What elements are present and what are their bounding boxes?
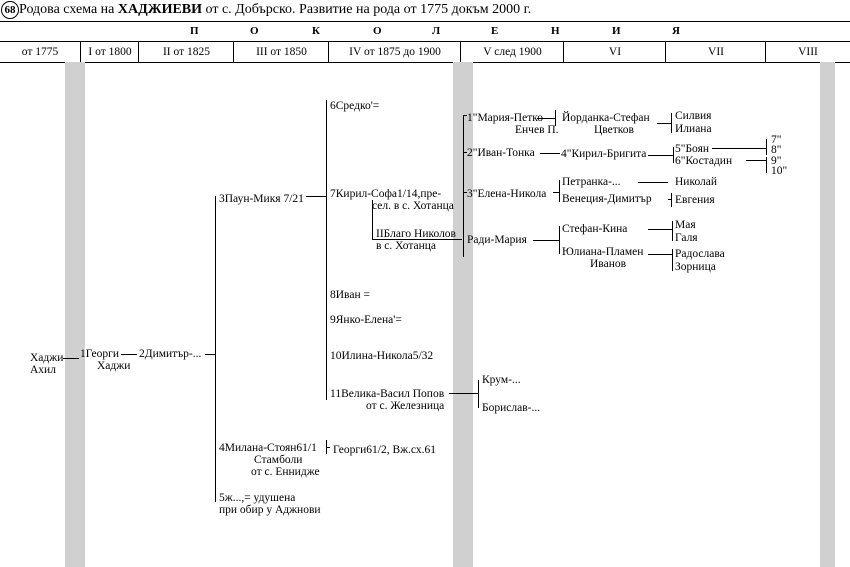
connector-line bbox=[533, 240, 559, 241]
connector-line bbox=[657, 123, 671, 124]
gen-letter: Е bbox=[491, 25, 499, 37]
person-ivan: 8Иван = bbox=[330, 289, 370, 301]
person-georgi-hadzhi bbox=[80, 348, 130, 372]
person-name-line: Ахил bbox=[30, 364, 56, 376]
column-header: VI bbox=[563, 42, 666, 63]
person-name-line: Иванов bbox=[590, 258, 627, 270]
column-header: III от 1850 bbox=[233, 42, 329, 63]
person-name-line: Хаджи bbox=[30, 352, 64, 364]
person-n9: 9" bbox=[771, 155, 782, 167]
connector-line bbox=[540, 153, 560, 154]
generation-band bbox=[820, 62, 835, 567]
connector-line bbox=[712, 148, 766, 149]
person-paun-mikya: 3Паун-Микя 7/21 bbox=[219, 193, 304, 205]
column-header: II от 1825 bbox=[138, 42, 234, 63]
person-name-line: 5ж...,= удушена bbox=[219, 492, 296, 504]
connector-line bbox=[559, 180, 560, 202]
person-petranka: Петранка-... bbox=[562, 176, 621, 188]
gen-letter: О bbox=[373, 25, 382, 37]
person-n8: 8" bbox=[771, 144, 782, 156]
person-yanko-elena: 9Янко-Елена'= bbox=[330, 314, 402, 326]
person-name-line: 1"Мария-Петко bbox=[467, 112, 543, 124]
person-milana-stoyan bbox=[219, 442, 320, 478]
column-header: IV от 1875 до 1900 bbox=[328, 42, 461, 63]
person-krum: Крум-... bbox=[482, 374, 521, 386]
connector-line bbox=[215, 196, 216, 502]
person-n7: 7" bbox=[771, 134, 782, 146]
person-zh-udushena bbox=[219, 492, 321, 516]
connector-line bbox=[672, 249, 673, 271]
person-silviya: Силвия bbox=[675, 110, 712, 122]
person-dimitar: 2Димитър-... bbox=[139, 348, 202, 360]
person-name-line: сел. в с. Хотанца bbox=[372, 200, 454, 212]
person-name-line: Йорданка-Стефан bbox=[562, 112, 650, 124]
connector-line bbox=[559, 226, 560, 254]
person-borislav: Борислав-... bbox=[482, 402, 541, 414]
connector-line bbox=[766, 157, 767, 173]
title-suffix: от с. Добърско. Развитие на рода от 1775 докъм 2000 г. bbox=[202, 2, 532, 17]
connector-line bbox=[205, 354, 215, 355]
gen-letter: Н bbox=[551, 25, 560, 37]
gen-letter: Л bbox=[432, 25, 441, 37]
person-galya: Галя bbox=[675, 232, 698, 244]
person-kiril-sofa bbox=[330, 188, 454, 212]
title-family-name: ХАДЖИЕВИ bbox=[117, 2, 203, 17]
person-n10: 10" bbox=[771, 165, 788, 177]
column-header-row bbox=[0, 41, 850, 63]
column-header: I от 1800 bbox=[80, 42, 139, 63]
column-header: от 1775 bbox=[21, 46, 59, 58]
connector-line bbox=[326, 100, 327, 400]
person-name-line: IIБлаго Николов bbox=[376, 228, 456, 240]
person-name-line: Цветков bbox=[594, 124, 634, 136]
column-header: V след 1900 bbox=[460, 42, 564, 63]
connector-line bbox=[766, 139, 767, 155]
connector-line bbox=[648, 155, 673, 156]
chart-title bbox=[0, 0, 531, 20]
person-maya: Мая bbox=[675, 219, 696, 231]
person-ivan-tonka: 2"Иван-Тонка bbox=[467, 147, 535, 159]
connector-line bbox=[746, 160, 766, 161]
column-header: VIII bbox=[765, 42, 850, 63]
person-iliana: Илиана bbox=[675, 123, 712, 135]
connector-line bbox=[478, 380, 479, 408]
person-evgeniya: Евгения bbox=[675, 194, 715, 206]
person-name-line: 1Георги bbox=[80, 348, 119, 360]
gen-letter: П bbox=[190, 25, 199, 37]
connector-line bbox=[671, 113, 672, 133]
person-radoslava: Радослава bbox=[675, 248, 725, 260]
scheme-number-badge: 68 bbox=[1, 1, 19, 19]
connector-line bbox=[326, 447, 330, 448]
person-nikolay: Николай bbox=[675, 176, 718, 188]
person-name-line: 7Кирил-Софа1/14,пре- bbox=[330, 188, 442, 200]
person-ilina-nikola: 10Илина-Никола5/32 bbox=[330, 350, 434, 362]
generations-header bbox=[0, 21, 850, 63]
connector-line bbox=[306, 196, 326, 197]
connector-line bbox=[63, 358, 79, 359]
person-name-line: 4Милана-Стоян61/1 bbox=[219, 442, 317, 454]
person-radi-mariya: Ради-Мария bbox=[467, 234, 527, 246]
person-yordanka-stefan bbox=[562, 112, 650, 136]
person-zornitsa: Зорница bbox=[675, 261, 716, 273]
title-prefix: Родова схема на bbox=[19, 2, 118, 17]
person-name-line: 11Велика-Васил Попов bbox=[330, 388, 445, 400]
person-name-line: Хаджи bbox=[97, 360, 131, 372]
person-georgi-61-2: Георги61/2, Вж.сх.61 bbox=[333, 444, 437, 456]
column-header: VII bbox=[665, 42, 766, 63]
person-velika-vasil bbox=[330, 388, 444, 412]
connector-line bbox=[449, 393, 478, 394]
connector-line bbox=[638, 182, 668, 183]
person-hadzhi-ahil bbox=[30, 352, 63, 376]
person-blago-nikolov bbox=[376, 228, 456, 252]
person-kiril-brigita: 4"Кирил-Бригита bbox=[561, 148, 647, 160]
person-sredko: 6Средко'= bbox=[330, 100, 380, 112]
person-name-line: в с. Хотанца bbox=[376, 240, 437, 252]
connector-line bbox=[673, 147, 674, 163]
generation-band bbox=[65, 62, 85, 567]
person-yuliana-plamen bbox=[562, 246, 643, 270]
person-name-line: Юлиана-Пламен bbox=[562, 246, 644, 258]
person-stefan-kina: Стефан-Кина bbox=[562, 223, 628, 235]
connector-line bbox=[648, 254, 672, 255]
person-boyan: 5"Боян bbox=[675, 143, 710, 155]
connector-line bbox=[648, 229, 672, 230]
person-name-line: от с. Еннидже bbox=[251, 466, 320, 478]
person-venetsiya-dimitar: Венеция-Димитър bbox=[562, 193, 652, 205]
person-mariya-petko bbox=[467, 112, 559, 136]
connector-line bbox=[672, 221, 673, 241]
gen-letter: К bbox=[312, 25, 320, 37]
person-name-line: Стамболи bbox=[254, 454, 303, 466]
connector-line bbox=[463, 115, 464, 257]
person-elena-nikola: 3"Елена-Никола bbox=[467, 188, 547, 200]
gen-letter: О bbox=[250, 25, 259, 37]
gen-letter: И bbox=[612, 25, 621, 37]
person-name-line: от с. Железница bbox=[366, 400, 445, 412]
generations-word bbox=[0, 22, 850, 41]
gen-letter: Я bbox=[672, 25, 680, 37]
connector-line bbox=[671, 193, 672, 207]
person-name-line: при обир у Аджнови bbox=[219, 504, 321, 516]
person-name-line: Енчев П. bbox=[515, 124, 559, 136]
person-kostadin: 6"Костадин bbox=[675, 155, 733, 167]
